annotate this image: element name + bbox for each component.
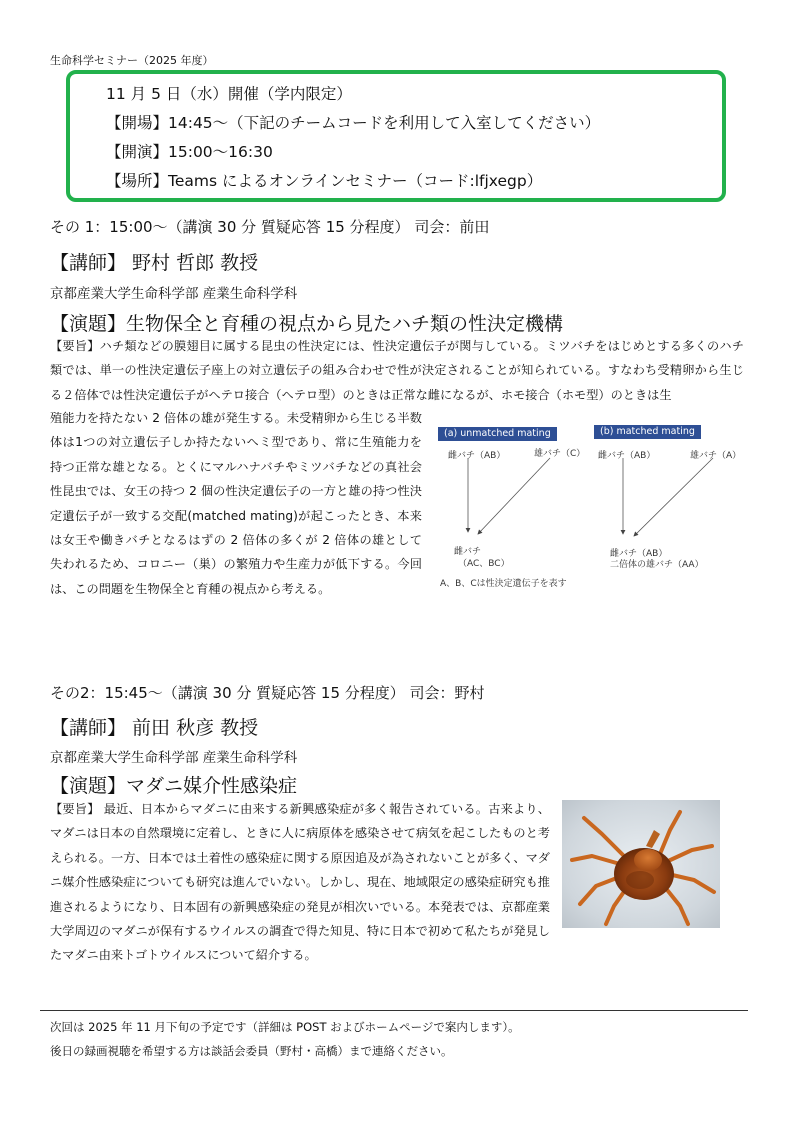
series-title: 生命科学セミナー（2025 年度） [50, 54, 214, 67]
figure-b-male: 雄バチ（A） [690, 451, 742, 461]
figure-a-male: 雄バチ（C） [534, 449, 586, 459]
tick-photo [562, 800, 720, 928]
mating-figure [438, 422, 744, 592]
figure-a-offspring-2: （AC、BC） [458, 559, 510, 569]
event-place: 【場所】Teams によるオンラインセミナー（コード:lfjxegp） [106, 172, 543, 190]
talk1-affiliation: 京都産業大学生命科学部 産業生命科学科 [50, 286, 298, 302]
talk2-affiliation: 京都産業大学生命科学部 産業生命科学科 [50, 750, 298, 766]
footer-divider [40, 1010, 748, 1011]
talk2-title: 【演題】マダニ媒介性感染症 [50, 775, 298, 797]
arrow-b-male [634, 458, 713, 536]
figure-a-female: 雌バチ（AB） [448, 451, 506, 461]
figure-a-label: (a) unmatched mating [438, 427, 557, 441]
talk1-summary-top: 【要旨】ハチ類などの膜翅目に属する昆虫の性決定には、性決定遺伝子が関与している。ミツバチをはじめとする多くのハチ類では、単一の性決定遺伝子座上の対立遺伝子の組み合わせで性が決定されることが知られている。すなわち受精卵から生じる２倍体では性決定遺伝子がヘテロ接合（ヘテロ型）のときは正常な雌になるが、ホモ接合（ホモ型）のときは生 [50, 339, 744, 402]
figure-note: A、B、Cは性決定遺伝子を表す [440, 579, 567, 589]
footer-contact: 後日の録画視聴を希望する方は談話会委員（野村・高橋）まで連絡ください。 [50, 1044, 453, 1058]
footer-next-session: 次回は 2025 年 11 月下旬の予定です（詳細は POST およびホームページで案内します）。 [50, 1020, 520, 1034]
talk2-summary: 【要旨】 最近、日本からマダニに由来する新興感染症が多く報告されている。古来より、マダニは日本の自然環境に定着し、ときに人に病原体を感染させて病気を起こしたものと考えられる。一方、日本では土着性の感染症に関する原因追及が為されないことが多く、マダニ媒介性感染症についても研究は進んでいない。しかし、現在、地域限定の感染症研究も推進されるようになり、日本固有の新興感染症の発見が相次いでいる。本発表では、京都産業大学周辺のマダニが保有するウイルスの調査で得た知見、特に日本で初めて私たちが発見したマダニ由来トゴトウイルスについて紹介する。 [50, 802, 550, 963]
talk1-header: その 1：15:00～（講演 30 分 質疑応答 15 分程度） 司会：前田 [50, 218, 490, 236]
event-start-time: 【開演】15:00～16:30 [106, 143, 273, 161]
talk2-lecturer: 【講師】 前田 秋彦 教授 [50, 717, 259, 739]
event-info-box [66, 70, 726, 202]
tick-image [562, 800, 720, 928]
talk1-lecturer: 【講師】 野村 哲郎 教授 [50, 252, 259, 274]
figure-b-offspring-1: 雌バチ（AB） [610, 549, 668, 559]
talk1-summary-left: 殖能力を持たない 2 倍体の雄が発生する。未受精卵から生じる半数体は1つの対立遺伝子しか持たないヘミ型であり、常に生殖能力を持つ正常な雄となる。とくにマルハナバチやミツバチなどの真社会性昆虫では、女王の持つ 2 個の性決定遺伝子の一方と雄の持つ性決定遺伝子が一致する交配(matched mating)が起こったとき、本来は女王や働きバチとなるはずの 2 倍体の多くが 2 倍体の雄として失われるため、コロニー（巣）の繁殖力や生産力が低下する。今回は、この問題を生物保全と育種の視点から考える。 [50, 411, 422, 596]
talk1-title: 【演題】生物保全と育種の視点から見たハチ類の性決定機構 [50, 313, 564, 335]
figure-b-label: (b) matched mating [594, 425, 701, 439]
arrow-a-male [478, 458, 550, 534]
event-date: 11 月 5 日（水）開催（学内限定） [106, 85, 352, 103]
figure-b-female: 雌バチ（AB） [598, 451, 656, 461]
talk2-header: その2：15:45～（講演 30 分 質疑応答 15 分程度） 司会：野村 [50, 684, 485, 702]
figure-b-offspring-2: 二倍体の雄バチ（AA） [610, 560, 704, 570]
figure-a-offspring-1: 雌バチ [454, 547, 482, 557]
event-open-time: 【開場】14:45～（下記のチームコードを利用して入室してください） [106, 114, 601, 132]
